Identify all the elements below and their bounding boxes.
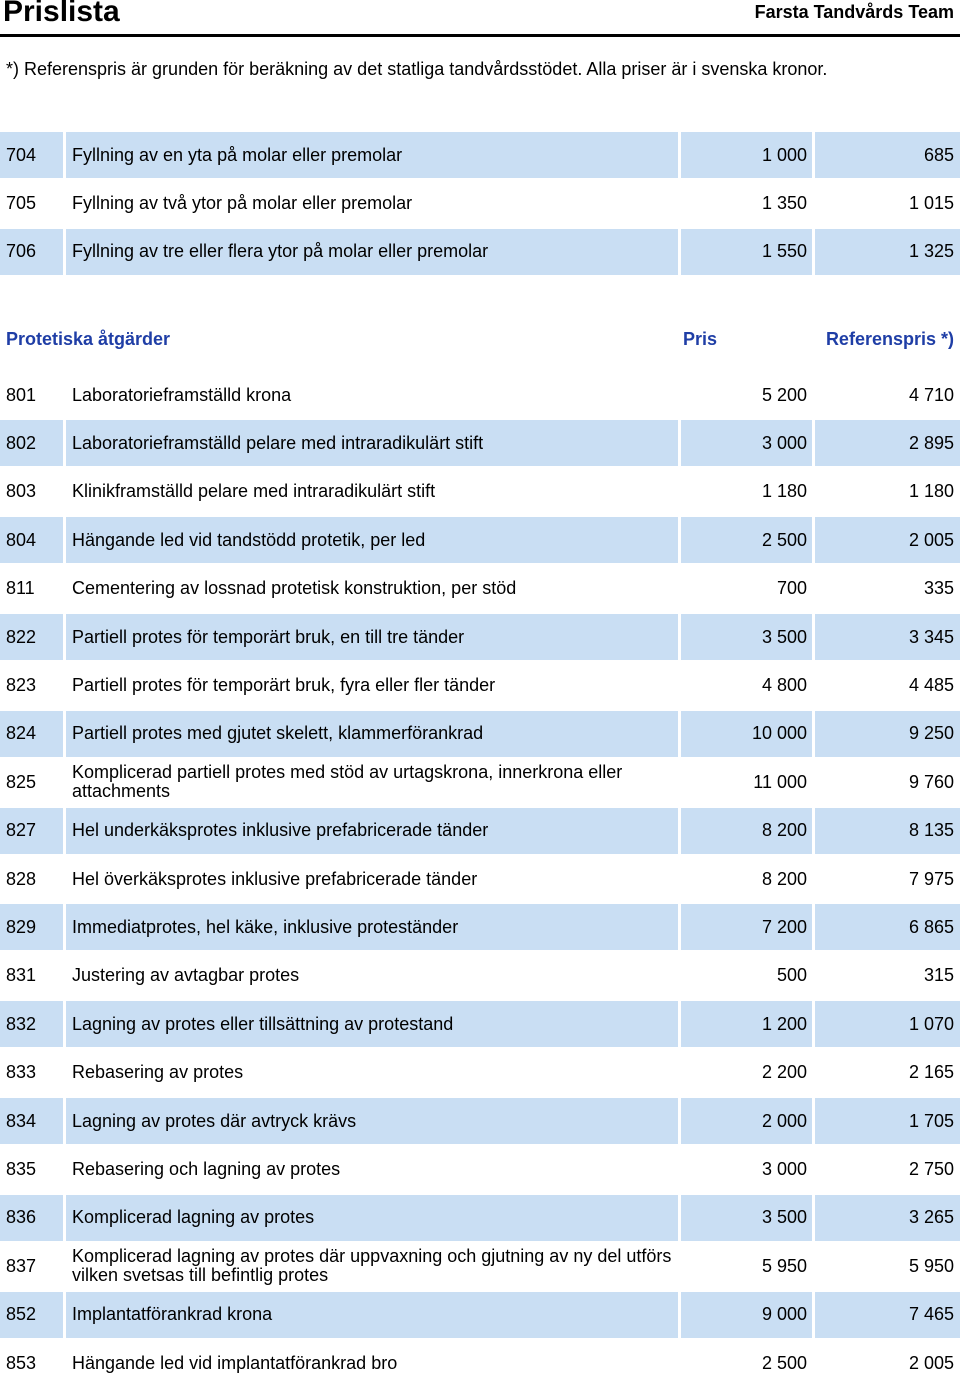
table-row — [0, 1340, 960, 1386]
item-description: Immediatprotes, hel käke, inklusive proteständer — [66, 904, 678, 950]
item-reference-price: 7 975 — [908, 868, 954, 889]
item-price: 7 200 — [681, 904, 812, 950]
header-divider — [0, 34, 960, 37]
item-price: 2 200 — [761, 1062, 807, 1083]
reference-price-note: *) Referenspris är grunden för beräkning av det statliga tandvårdsstödet. Alla priser är i svenska kronor. — [6, 59, 828, 79]
item-code: 811 — [6, 578, 35, 599]
item-price: 3 000 — [761, 1158, 807, 1179]
item-code: 831 — [6, 965, 37, 986]
item-code: 827 — [0, 808, 63, 854]
table-row — [0, 1098, 960, 1144]
item-code: 834 — [0, 1098, 63, 1144]
item-reference-price: 4 710 — [908, 384, 954, 405]
table-row — [0, 1146, 960, 1192]
item-reference-price: 2 005 — [908, 1352, 954, 1373]
item-code: 836 — [0, 1195, 63, 1241]
item-price: 2 500 — [681, 517, 812, 563]
item-description: Hel överkäksprotes inklusive prefabricerade tänder — [72, 868, 478, 889]
table-row — [0, 372, 960, 418]
item-code: 832 — [0, 1001, 63, 1047]
table-row — [0, 469, 960, 515]
table-row — [0, 953, 960, 999]
item-reference-price: 7 465 — [815, 1292, 960, 1338]
item-description: Klinikframställd pelare med intraradikulärt stift — [72, 481, 436, 502]
item-reference-price: 2 750 — [908, 1158, 954, 1179]
referenspris-column-header: Referenspris *) — [825, 329, 954, 349]
item-reference-price: 6 865 — [815, 904, 960, 950]
table-row — [0, 1050, 960, 1096]
item-description: Partiell protes med gjutet skelett, klammerförankrad — [66, 711, 678, 757]
table-row — [0, 1243, 960, 1289]
item-code: 705 — [6, 192, 37, 213]
item-description: Cementering av lossnad protetisk konstruktion, per stöd — [72, 578, 517, 599]
item-description: Laboratorieframställd krona — [72, 384, 292, 405]
item-description: Lagning av protes eller tillsättning av protestand — [66, 1001, 678, 1047]
table-row — [0, 1001, 960, 1047]
item-code: 833 — [6, 1062, 37, 1083]
item-code: 852 — [0, 1292, 63, 1338]
item-reference-price: 5 950 — [908, 1255, 954, 1276]
item-price: 9 000 — [681, 1292, 812, 1338]
section-heading-protetiska — [0, 324, 960, 354]
item-reference-price: 8 135 — [815, 808, 960, 854]
item-reference-price: 9 760 — [908, 771, 954, 792]
item-code: 835 — [6, 1158, 37, 1179]
item-price: 8 200 — [761, 868, 807, 889]
item-reference-price: 335 — [923, 578, 954, 599]
item-reference-price: 1 015 — [908, 192, 954, 213]
pris-column-header: Pris — [683, 329, 718, 349]
item-reference-price: 1 070 — [815, 1001, 960, 1047]
table-row — [0, 420, 960, 466]
item-price: 2 500 — [761, 1352, 807, 1373]
item-description: Fyllning av en yta på molar eller premolar — [66, 132, 678, 178]
table-row — [0, 856, 960, 902]
table-row — [0, 566, 960, 612]
item-price: 4 800 — [761, 674, 807, 695]
item-code: 802 — [0, 420, 63, 466]
item-code: 824 — [0, 711, 63, 757]
page-title: Prislista — [3, 0, 120, 28]
item-code: 825 — [6, 771, 37, 792]
item-description: Justering av avtagbar protes — [72, 965, 300, 986]
item-reference-price: 1 180 — [908, 481, 954, 502]
item-description: Rebasering av protes — [72, 1062, 244, 1083]
table-row — [0, 517, 960, 563]
item-description: Komplicerad lagning av protes — [66, 1195, 678, 1241]
item-reference-price: 3 345 — [815, 614, 960, 660]
item-reference-price: 3 265 — [815, 1195, 960, 1241]
item-description: Implantatförankrad krona — [66, 1292, 678, 1338]
item-price: 8 200 — [681, 808, 812, 854]
item-price: 11 000 — [753, 771, 807, 792]
item-price: 500 — [776, 965, 807, 986]
item-description: Hängande led vid implantatförankrad bro — [72, 1352, 398, 1373]
item-reference-price: 2 005 — [815, 517, 960, 563]
item-reference-price: 315 — [923, 965, 954, 986]
item-code: 801 — [6, 384, 37, 405]
item-description: Rebasering och lagning av protes — [72, 1158, 341, 1179]
table-row — [0, 614, 960, 660]
item-code: 837 — [6, 1255, 37, 1276]
item-description: Lagning av protes där avtryck krävs — [66, 1098, 678, 1144]
item-reference-price: 2 165 — [908, 1062, 954, 1083]
item-code: 706 — [0, 229, 63, 275]
item-price: 1 180 — [761, 481, 807, 502]
item-description: Hel underkäksprotes inklusive prefabricerade tänder — [66, 808, 678, 854]
item-code: 829 — [0, 904, 63, 950]
item-price: 1 350 — [761, 192, 807, 213]
item-price: 700 — [776, 578, 807, 599]
item-reference-price: 1 325 — [815, 229, 960, 275]
item-code: 804 — [0, 517, 63, 563]
table-row — [0, 229, 960, 275]
item-description: Komplicerad partiell protes med stöd av urtagskrona, innerkrona eller attachments — [72, 762, 623, 802]
table-row — [0, 711, 960, 757]
item-price: 2 000 — [681, 1098, 812, 1144]
item-reference-price: 685 — [815, 132, 960, 178]
table-row — [0, 662, 960, 708]
item-price: 3 000 — [681, 420, 812, 466]
item-reference-price: 4 485 — [908, 674, 954, 695]
item-description: Fyllning av två ytor på molar eller premolar — [72, 192, 413, 213]
item-reference-price: 9 250 — [815, 711, 960, 757]
item-description: Hängande led vid tandstödd protetik, per led — [66, 517, 678, 563]
item-code: 704 — [0, 132, 63, 178]
table-row — [0, 132, 960, 178]
page-header — [0, 0, 960, 36]
table-row — [0, 1195, 960, 1241]
table-row — [0, 808, 960, 854]
item-price: 1 200 — [681, 1001, 812, 1047]
table-row — [0, 904, 960, 950]
item-code: 853 — [6, 1352, 37, 1373]
item-price: 1 000 — [681, 132, 812, 178]
item-description: Laboratorieframställd pelare med intraradikulärt stift — [66, 420, 678, 466]
item-price: 3 500 — [681, 1195, 812, 1241]
item-price: 1 550 — [681, 229, 812, 275]
item-reference-price: 1 705 — [815, 1098, 960, 1144]
item-price: 5 950 — [761, 1255, 807, 1276]
item-code: 803 — [6, 481, 37, 502]
table-row — [0, 1292, 960, 1338]
item-description: Fyllning av tre eller flera ytor på molar eller premolar — [66, 229, 678, 275]
item-price: 3 500 — [681, 614, 812, 660]
item-description: Komplicerad lagning av protes där uppvaxning och gjutning av ny del utförs vilken svetsas till befintlig protes — [72, 1246, 672, 1286]
item-code: 823 — [6, 674, 37, 695]
item-description: Partiell protes för temporärt bruk, fyra eller fler tänder — [72, 674, 496, 695]
item-code: 822 — [0, 614, 63, 660]
item-price: 5 200 — [761, 384, 807, 405]
item-price: 10 000 — [681, 711, 812, 757]
table-row — [0, 180, 960, 226]
section-label: Protetiska åtgärder — [6, 329, 171, 349]
item-code: 828 — [6, 868, 37, 889]
clinic-name: Farsta Tandvårds Team — [754, 2, 954, 22]
item-description: Partiell protes för temporärt bruk, en till tre tänder — [66, 614, 678, 660]
table-row — [0, 759, 960, 805]
item-reference-price: 2 895 — [815, 420, 960, 466]
